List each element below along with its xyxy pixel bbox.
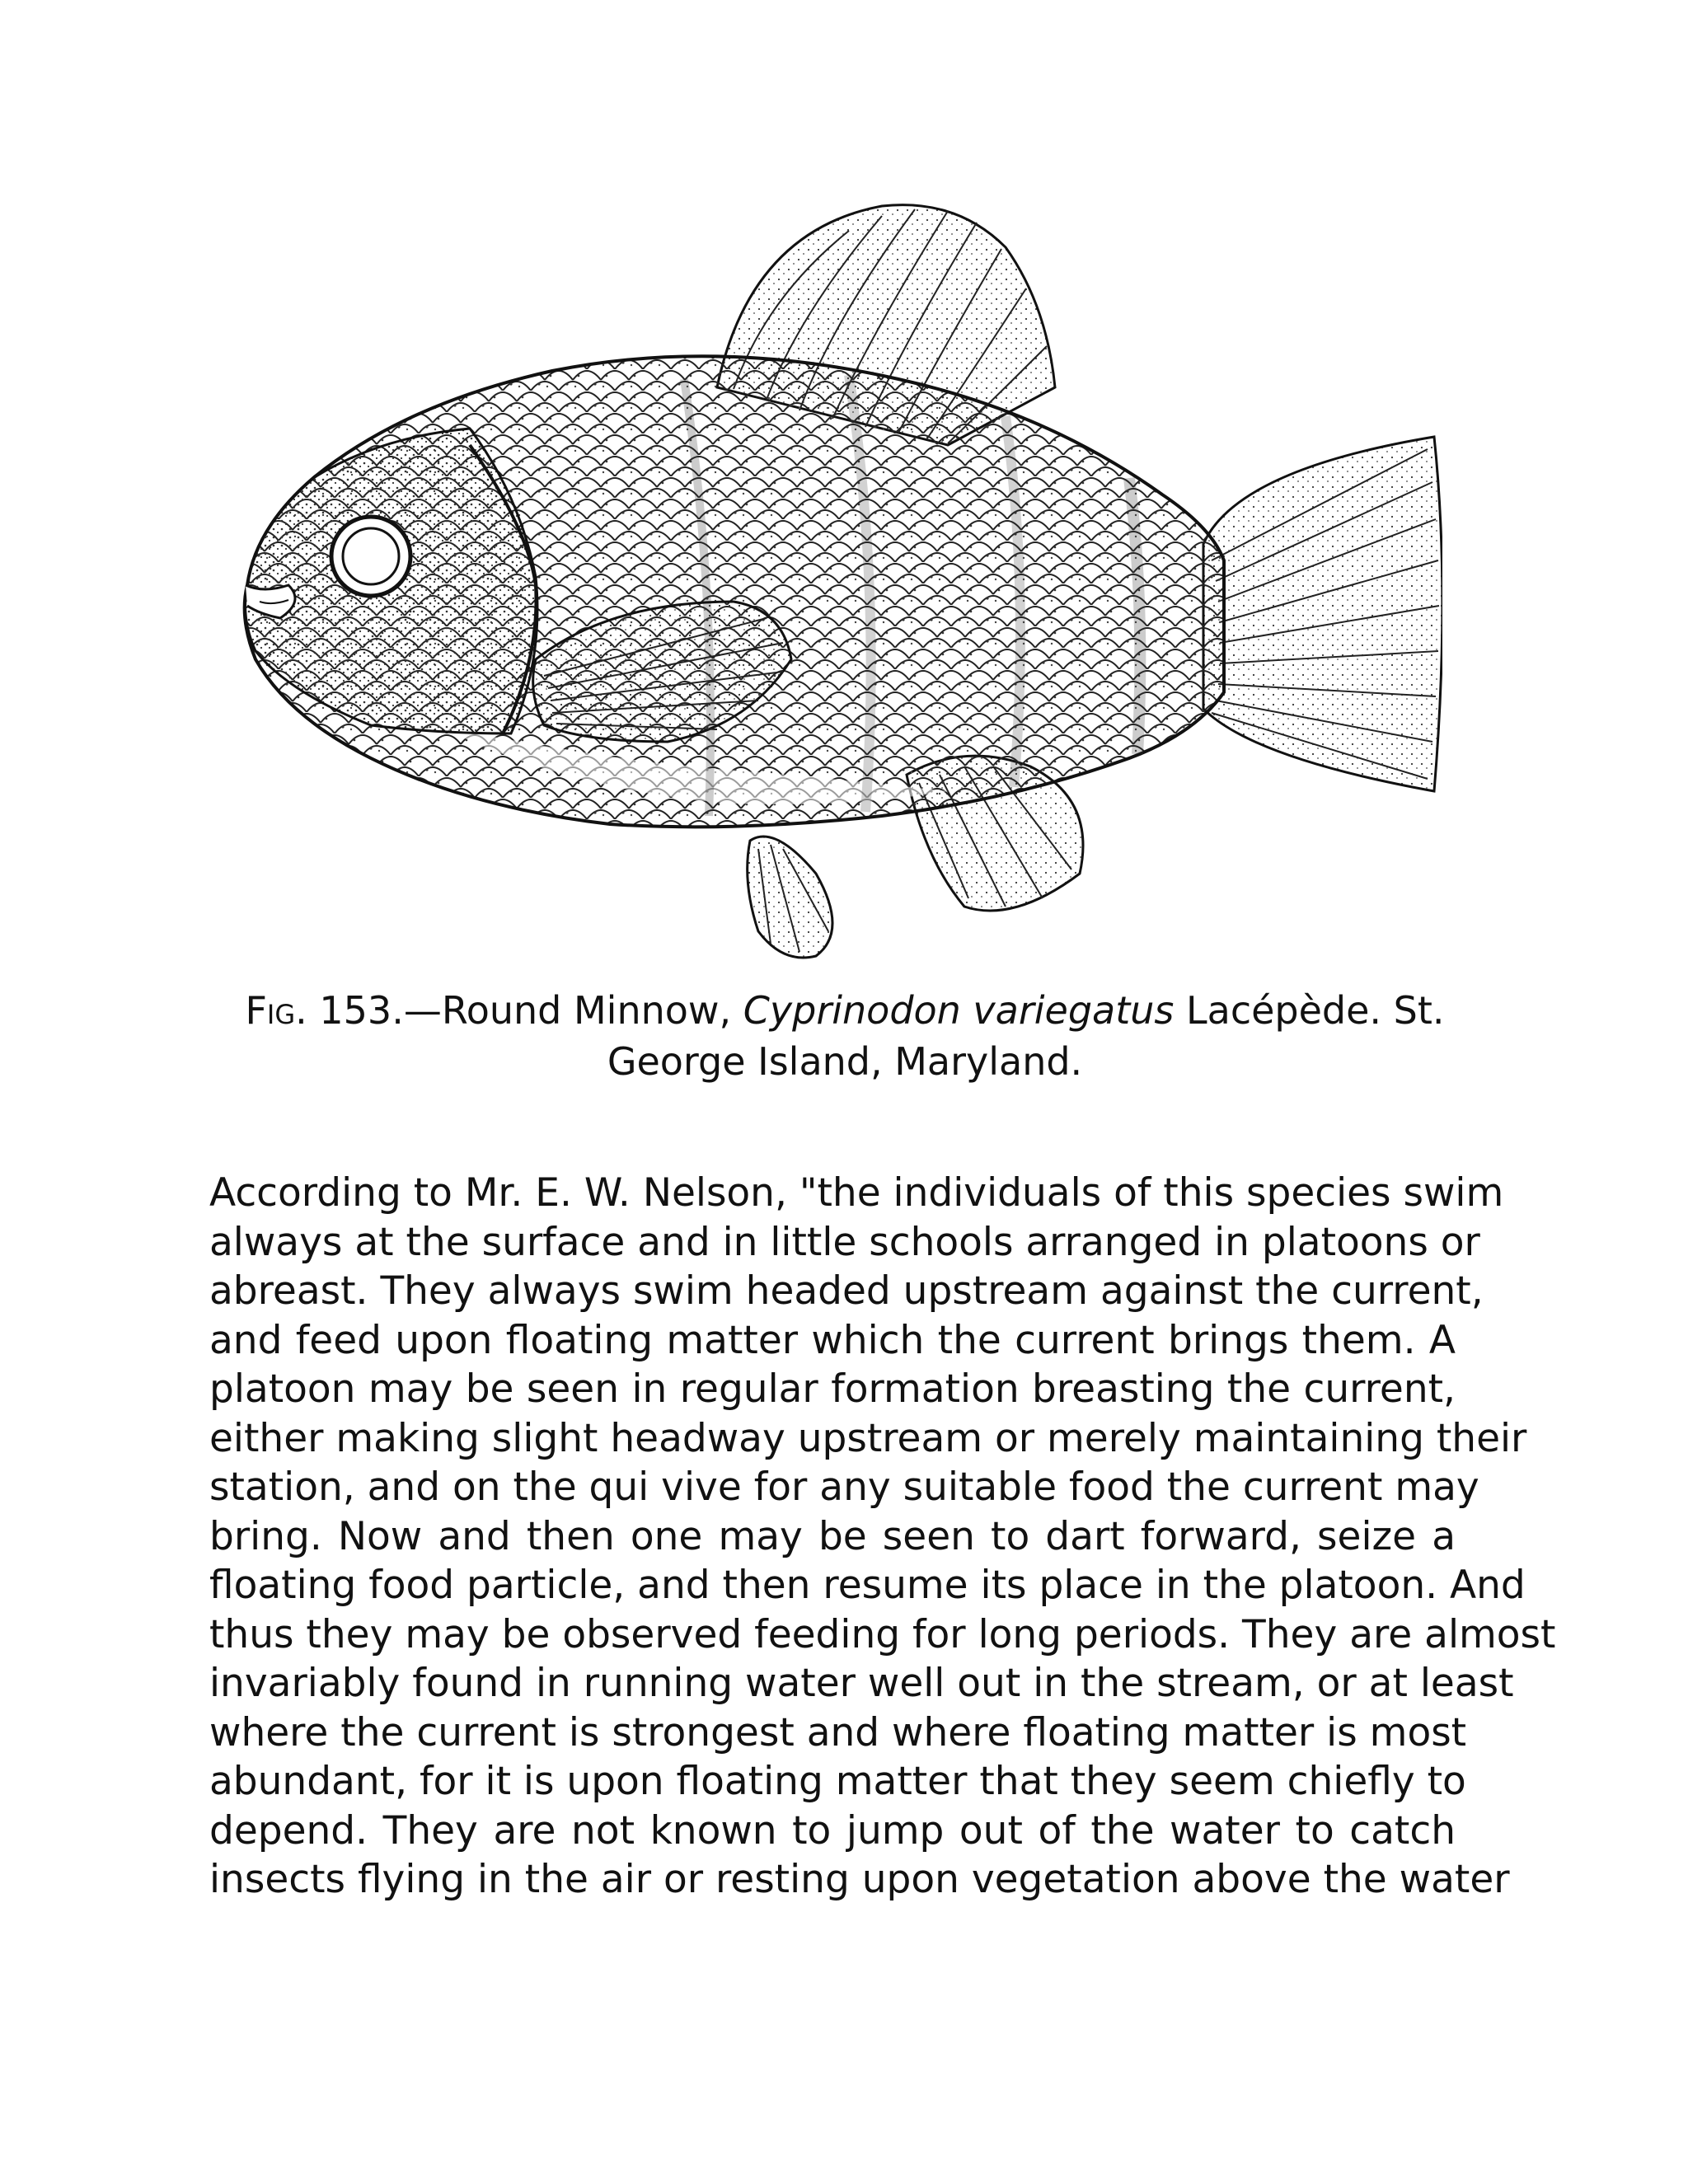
paragraph-line: and feed upon floating matter which the current brings them. A bbox=[209, 1317, 1456, 1363]
paragraph-line: where the current is strongest and where floating matter is most bbox=[209, 1709, 1467, 1755]
author-text: Lacépède. St. bbox=[1174, 988, 1445, 1033]
body-paragraph bbox=[209, 1169, 1556, 1905]
paragraph-line: floating food particle, and then resume its place in the platoon. And bbox=[209, 1563, 1526, 1608]
eye-icon bbox=[331, 517, 410, 596]
species-name: Cyprinodon variegatus bbox=[743, 988, 1175, 1033]
tail-fin bbox=[1203, 437, 1442, 791]
caption-line-1 bbox=[206, 985, 1484, 1036]
paragraph-line: station, and on the qui vive for any suitable food the current may bbox=[209, 1465, 1479, 1510]
paragraph-line: bring. Now and then one may be seen to dart forward, seize a bbox=[209, 1513, 1456, 1559]
caption-line-2: George Island, Maryland. bbox=[607, 1039, 1083, 1084]
figure-number-text: 153.—Round Minnow, bbox=[307, 988, 743, 1033]
paragraph-line: abundant, for it is upon floating matter that they seem chiefly to bbox=[209, 1759, 1466, 1804]
figure-label: Fig. bbox=[245, 988, 307, 1033]
paragraph-line: always at the surface and in little schools arranged in platoons or bbox=[209, 1219, 1480, 1265]
fish-drawing bbox=[223, 198, 1442, 964]
figure-caption bbox=[206, 985, 1484, 1087]
paragraph-line: depend. They are not known to jump out of the water to catch bbox=[209, 1807, 1456, 1854]
paragraph-line: According to Mr. E. W. Nelson, "the individuals of this species swim bbox=[209, 1170, 1504, 1216]
fish-illustration bbox=[223, 198, 1442, 964]
pelvic-fin bbox=[748, 837, 832, 958]
paragraph-line: either making slight headway upstream or merely maintaining their bbox=[209, 1415, 1527, 1461]
paragraph-line: platoon may be seen in regular formation breasting the current, bbox=[209, 1366, 1456, 1412]
paragraph-line: thus they may be observed feeding for long periods. They are almost bbox=[209, 1611, 1556, 1657]
paragraph-line: invariably found in running water well out in the stream, or at least bbox=[209, 1661, 1514, 1706]
paragraph-line: insects flying in the air or resting upon vegetation above the water bbox=[209, 1857, 1510, 1902]
paragraph-line: abreast. They always swim headed upstream against the current, bbox=[209, 1268, 1484, 1314]
